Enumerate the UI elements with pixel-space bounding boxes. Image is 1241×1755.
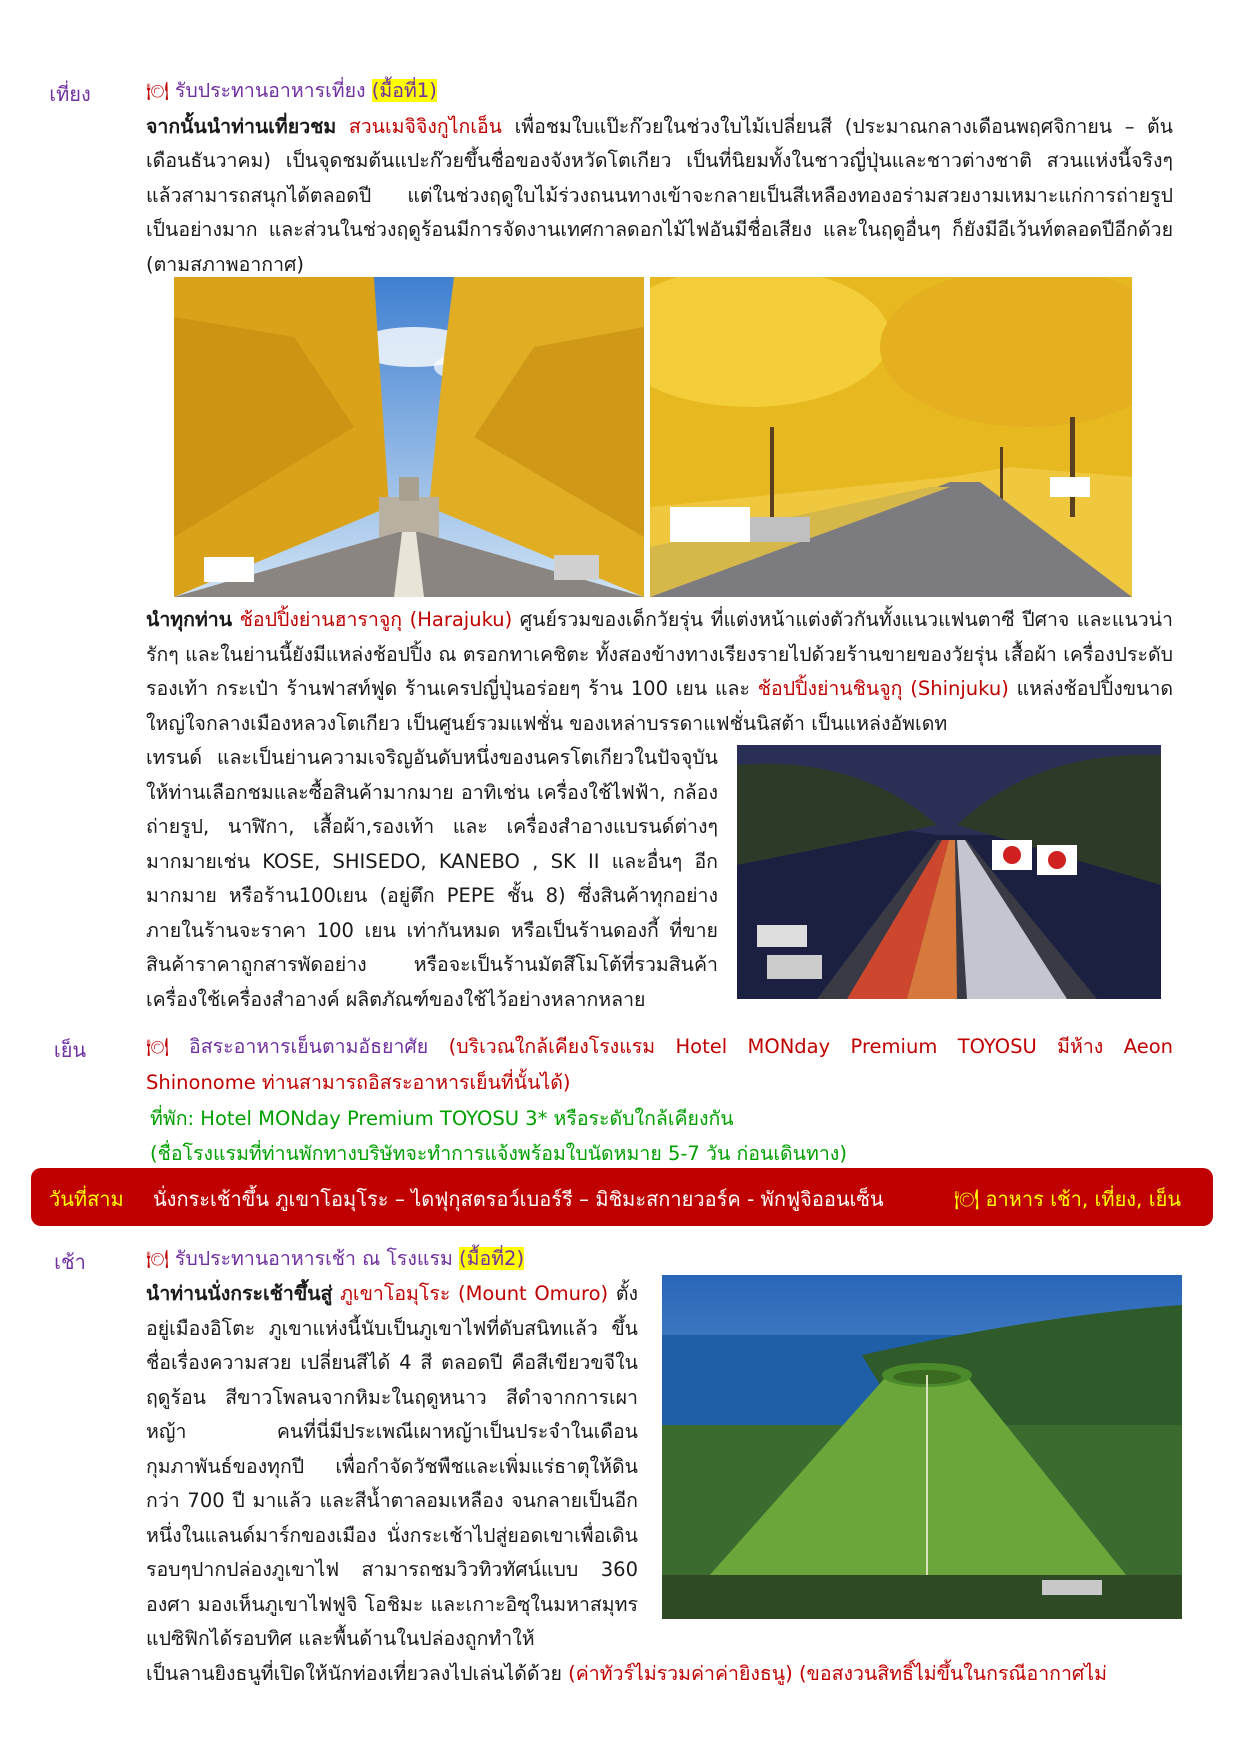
lunch-section	[146, 74, 1173, 282]
breakfast-meal-tag: (มื้อที่2)	[459, 1247, 525, 1270]
shopping-lead: นำทุกท่าน	[146, 608, 233, 631]
lunch-description: เพื่อชมใบแป๊ะก๊วยในช่วงใบไม้เปลี่ยนสี (ประมาณกลางเดือนพฤศจิกายน – ต้นเดือนธันวาคม) เป็นจุดชมต้นแปะก๊วยขึ้นชื่อของจังหวัดโตเกียว เป็นที่นิยมทั้งในชาวญี่ปุ่นและชาวต่างชาติ สวนแห่งนี้จริงๆ แล้วสามารถสนุกได้ตลอดปี แต่ในช่วงฤดูใบไม้ร่วงถนนทางเข้าจะกลายเป็นสีเหลืองทองอร่ามสวยงามเหมาะแก่การถ่ายรูปเป็นอย่างมาก และส่วนในช่วงฤดูร้อนมีการจัดงานเทศกาลดอกไม้ไฟอันมีชื่อเสียง และในฤดูอื่นๆ ก็ยังมีอีเว้นท์ตลอดปีอีกด้วย (ตามสภาพอากาศ)	[146, 114, 1173, 276]
lunch-time-label: เที่ยง	[49, 82, 91, 106]
shopping-paragraph	[146, 603, 1173, 741]
omuro-place: ภูเขาโอมุโระ (Mount Omuro)	[340, 1282, 609, 1305]
dinner-meal-heading	[146, 1035, 428, 1058]
omuro-last-line	[146, 1657, 1173, 1692]
shopping-place-shinjuku: ช้อปปิ้งย่านชินจูกุ (Shinjuku)	[757, 677, 1009, 700]
day3-meals	[954, 1183, 1181, 1215]
day3-route: นั่งกระเช้าขึ้น ภูเขาโอมุโระ – ไดฟุกุสตรอว์เบอร์รี – มิชิมะสกายวอร์ค - พักฟูจิออนเซ็น	[153, 1187, 884, 1211]
dinner-section	[146, 1030, 1173, 1100]
dish-icon: 🍽	[146, 1249, 169, 1270]
tokyo-street-night-photo	[737, 745, 1161, 999]
ginkgo-avenue-photo-2	[650, 277, 1132, 597]
shopping-paragraph-continued: เทรนด์ และเป็นย่านความเจริญอันดับหนึ่งของนครโตเกียวในปัจจุบัน ให้ท่านเลือกชมและซื้อสินค้ามากมาย อาทิเช่น เครื่องใช้ไฟฟ้า, กล้องถ่ายรูป, นาฬิกา, เสื้อผ้า,รองเท้า และ เครื่องสำอางแบรนด์ต่างๆ มากมายเช่น KOSE, SHISEDO, KANEBO , SK II และอื่นๆ อีกมากมาย หรือร้าน100เยน (อยู่ตึก PEPE ชั้น 8) ซึ่งสินค้าทุกอย่างภายในร้านจะราคา 100 เยน เท่ากันหมด หรือเป็นร้านดองกี้ ที่ขายสินค้าราคาถูกสารพัดอย่าง หรือจะเป็นร้านมัตสึโมโต้ที่รวมสินค้า เครื่องใช้เครื่องสำอางค์ ผลิตภัณฑ์ของใช้ไว้อย่างหลากหลาย	[146, 746, 718, 1011]
breakfast-meal-heading	[146, 1242, 1173, 1278]
archery-fee-note: (ค่าทัวร์ไม่รวมค่าค่ายิงธนู)	[568, 1662, 793, 1685]
hotel-note: (ชื่อโรงแรมที่ท่านพักทางบริษัทจะทำการแจ้งพร้อมใบนัดหมาย 5-7 วัน ก่อนเดินทาง)	[150, 1142, 847, 1165]
day3-banner	[31, 1168, 1213, 1226]
lunch-meal-heading	[146, 74, 1173, 110]
lunch-meal-text: รับประทานอาหารเที่ยง	[174, 79, 366, 102]
day3-label: วันที่สาม	[49, 1187, 124, 1211]
dish-icon: 🍽	[954, 1187, 980, 1211]
day3-meals-text: อาหาร เช้า, เที่ยง, เย็น	[985, 1187, 1181, 1211]
omuro-last-text: เป็นลานยิงธนูที่เปิดให้นักท่องเที่ยวลงไปเล่นได้ด้วย	[146, 1662, 569, 1685]
lunch-place: สวนเมจิจิงกูไกเอ็น	[348, 114, 503, 138]
dish-icon: 🍽	[146, 81, 169, 102]
mount-omuro-photo	[662, 1275, 1182, 1619]
lunch-meal-tag: (มื้อที่1)	[371, 79, 437, 102]
weather-note: (ขอสงวนสิทธิ์ไม่ขึ้นในกรณีอากาศไม่	[792, 1662, 1107, 1685]
dinner-meal-note: (บริเวณใกล้เคียงโรงแรม Hotel MONday Premium TOYOSU มีห้าง Aeon Shinonome ท่านสามารถอิสระอาหารเย็นที่นั้นได้)	[146, 1035, 1173, 1094]
breakfast-time-label: เช้า	[54, 1250, 86, 1274]
omuro-paragraph	[146, 1277, 638, 1657]
omuro-description: ตั้งอยู่เมืองอิโตะ ภูเขาแห่งนี้นับเป็นภูเขาไฟที่ดับสนิทแล้ว ขึ้นชื่อเรื่องความสวย เปลี่ยนสีได้ 4 สี ตลอดปี คือสีเขียวขจีในฤดูร้อน สีขาวโพลนจากหิมะในฤดูหนาว สีดำจากการเผาหญ้า คนที่นี่มีประเพณีเผาหญ้าเป็นประจำในเดือนกุมภาพันธ์ของทุกปี เพื่อกำจัดวัชพืชและเพิ่มแร่ธาตุให้ดินกว่า 700 ปี มาแล้ว และสีน้ำตาลอมเหลือง จนกลายเป็นอีกหนึ่งในแลนด์มาร์กของเมือง นั่งกระเช้าไปสู่ยอดเขาเพื่อเดินรอบๆปากปล่องภูเขาไฟ สามารถชมวิวทิวทัศน์แบบ 360 องศา มองเห็นภูเขาไฟฟูจิ โอชิมะ และเกาะอิซุในมหาสมุทรแปซิฟิกได้รอบทิศ และพื้นด้านในปล่องถูกทำให้	[146, 1282, 638, 1650]
omuro-lead: นำท่านนั่งกระเช้าขึ้นสู่	[146, 1282, 333, 1305]
lunch-paragraph	[146, 110, 1173, 283]
shopping-description-2: แหล่งช้อปปิ้งขนาดใหญ่ใจกลางเมืองหลวงโตเกียว เป็นศูนย์รวมแฟชั่น ของเหล่าบรรดาแฟชั่นนิสต้า เป็นแหล่งอัพเดท	[146, 677, 1174, 735]
shopping-description-1: ศูนย์รวมของเด็กวัยรุ่น ที่แต่งหน้าแต่งตัวกันทั้งแนวแฟนตาซี ปีศาจ และแนวน่ารักๆ และในย่านนี้ยังมีแหล่งช้อปปิ้ง ณ ตรอกทาเคชิตะ ทั้งสองข้างทางเรียงรายไปด้วยร้านขายของวัยรุ่น เสื้อผ้า เครื่องประดับ รองเท้า กระเป๋า ร้านฟาสท์ฟูด ร้านเครปญี่ปุ่นอร่อยๆ ร้าน 100 เยน และ	[146, 608, 1174, 700]
ginkgo-avenue-photo-1	[174, 277, 644, 597]
dish-icon: 🍽	[146, 1037, 184, 1058]
breakfast-meal-text: รับประทานอาหารเช้า ณ โรงแรม	[174, 1247, 453, 1270]
dinner-time-label: เย็น	[53, 1038, 87, 1062]
lunch-lead: จากนั้นนำท่านเที่ยวชม	[146, 114, 337, 138]
dinner-meal-text: อิสระอาหารเย็นตามอัธยาศัย	[189, 1035, 429, 1058]
shopping-place-harajuku: ช้อปปิ้งย่านฮาราจูกุ (Harajuku)	[239, 608, 513, 631]
hotel-info: ที่พัก: Hotel MONday Premium TOYOSU 3* หรือระดับใกล้เคียงกัน	[150, 1107, 734, 1130]
